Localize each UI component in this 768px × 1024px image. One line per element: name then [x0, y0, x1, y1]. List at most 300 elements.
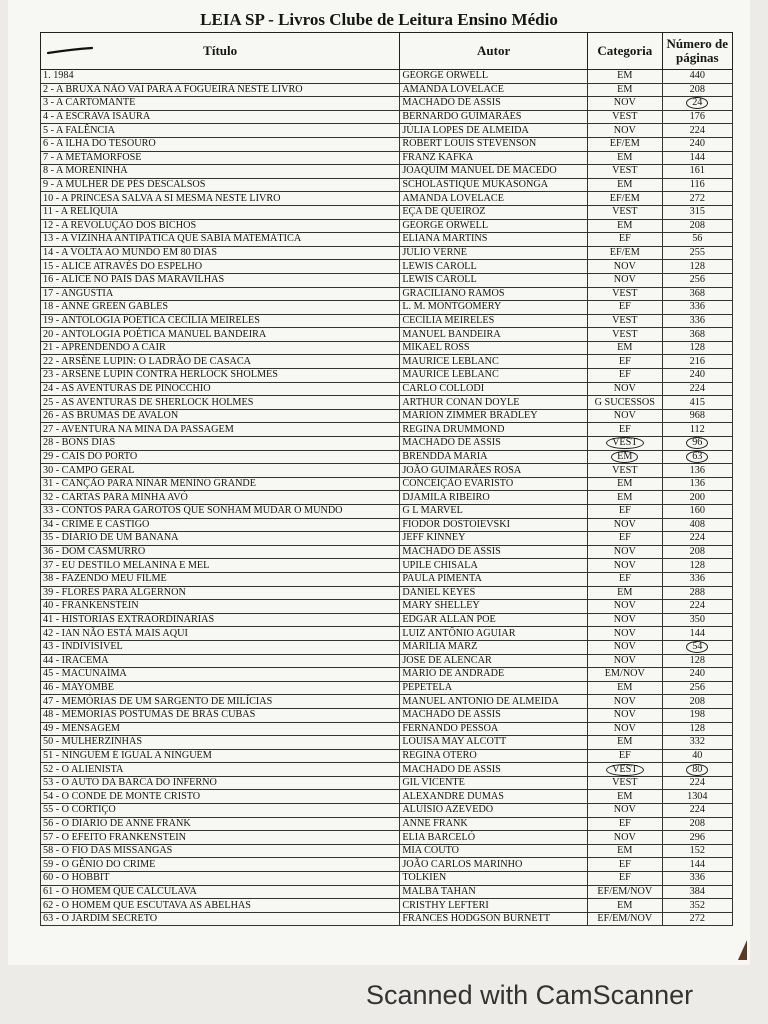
cell-titulo: 35 - DIÁRIO DE UM BANANA	[41, 532, 400, 546]
table-row	[41, 369, 733, 383]
cell-autor: MANUEL ANTONIO DE ALMEIDA	[400, 695, 588, 709]
table-row	[41, 219, 733, 233]
cell-autor: LEWIS CAROLL	[400, 273, 588, 287]
cell-titulo: 28 - BONS DIAS	[41, 437, 400, 451]
cell-autor: CRISTHY LEFTERI	[400, 899, 588, 913]
cell-categoria: G SUCESSOS	[587, 396, 662, 410]
cell-paginas: 144	[662, 858, 732, 872]
cell-categoria: NOV	[587, 695, 662, 709]
cell-autor: JOÃO CARLOS MARINHO	[400, 858, 588, 872]
cell-titulo: 54 - O CONDE DE MONTE CRISTO	[41, 790, 400, 804]
cell-autor: JEFF KINNEY	[400, 532, 588, 546]
table-row	[41, 804, 733, 818]
cell-titulo: 23 - ARSÈNE LUPIN CONTRA HERLOCK SHOLMES	[41, 369, 400, 383]
cell-categoria: NOV	[587, 124, 662, 138]
cell-categoria: NOV	[587, 382, 662, 396]
cell-categoria: VEST	[587, 110, 662, 124]
cell-paginas: 336	[662, 572, 732, 586]
cell-paginas: 296	[662, 831, 732, 845]
table-row	[41, 912, 733, 926]
table-row	[41, 70, 733, 84]
circled-value: 63	[686, 451, 708, 463]
table-row	[41, 178, 733, 192]
cell-titulo: 15 - ALICE ATRAVÉS DO ESPELHO	[41, 260, 400, 274]
cell-paginas: 112	[662, 423, 732, 437]
cell-categoria: NOV	[587, 409, 662, 423]
cell-titulo: 51 - NINGUÉM É IGUAL A NINGUÉM	[41, 749, 400, 763]
cell-categoria: EM	[587, 491, 662, 505]
cell-titulo: 13 - A VIZINHA ANTIPÁTICA QUE SABIA MATEMÁTICA	[41, 233, 400, 247]
cell-paginas: 336	[662, 314, 732, 328]
cell-titulo: 55 - O CORTIÇO	[41, 804, 400, 818]
cell-titulo: 12 - A REVOLUÇÃO DOS BICHOS	[41, 219, 400, 233]
cell-autor: MACHADO DE ASSIS	[400, 437, 588, 451]
cell-titulo: 49 - MENSAGEM	[41, 722, 400, 736]
cell-titulo: 60 - O HOBBIT	[41, 872, 400, 886]
cell-categoria: VEST	[587, 287, 662, 301]
cell-paginas	[662, 437, 732, 451]
cell-categoria: NOV	[587, 518, 662, 532]
cell-titulo: 37 - EU DESTILO MELANINA E MEL	[41, 559, 400, 573]
cell-categoria: VEST	[587, 165, 662, 179]
cell-paginas: 161	[662, 165, 732, 179]
cell-paginas	[662, 97, 732, 111]
cell-paginas: 128	[662, 341, 732, 355]
cell-categoria: EM	[587, 83, 662, 97]
cell-paginas: 152	[662, 844, 732, 858]
cell-categoria: NOV	[587, 559, 662, 573]
cell-paginas: 415	[662, 396, 732, 410]
cell-paginas	[662, 763, 732, 777]
cell-autor: MANUEL BANDEIRA	[400, 328, 588, 342]
cell-titulo: 30 - CAMPO GERAL	[41, 464, 400, 478]
cell-paginas: 198	[662, 708, 732, 722]
cell-titulo: 3 - A CARTOMANTE	[41, 97, 400, 111]
cell-autor: AMANDA LOVELACE	[400, 83, 588, 97]
cell-paginas: 160	[662, 505, 732, 519]
cell-titulo: 31 - CANÇÃO PARA NINAR MENINO GRANDE	[41, 477, 400, 491]
cell-paginas: 368	[662, 328, 732, 342]
cell-titulo: 46 - MAYOMBE	[41, 681, 400, 695]
cell-titulo: 52 - O ALIENISTA	[41, 763, 400, 777]
cell-paginas: 968	[662, 409, 732, 423]
table-row	[41, 341, 733, 355]
cell-titulo: 22 - ARSÈNE LUPIN: O LADRÃO DE CASACA	[41, 355, 400, 369]
cell-autor: JÚLIO VERNE	[400, 246, 588, 260]
cell-titulo: 11 - A RELÍQUIA	[41, 205, 400, 219]
cell-autor: LUIZ ANTÔNIO AGUIAR	[400, 627, 588, 641]
cell-paginas: 116	[662, 178, 732, 192]
cell-paginas: 144	[662, 151, 732, 165]
cell-autor: GEORGE ORWELL	[400, 70, 588, 84]
table-row	[41, 831, 733, 845]
table-row	[41, 151, 733, 165]
cell-autor: JÚLIA LOPES DE ALMEIDA	[400, 124, 588, 138]
cell-titulo: 34 - CRIME E CASTIGO	[41, 518, 400, 532]
cell-categoria	[587, 763, 662, 777]
scanned-page	[8, 0, 750, 965]
circled-value: EM	[611, 451, 638, 463]
cell-autor: GEORGE ORWELL	[400, 219, 588, 233]
cell-autor: JOAQUIM MANUEL DE MACEDO	[400, 165, 588, 179]
cell-categoria: NOV	[587, 273, 662, 287]
cell-paginas: 208	[662, 83, 732, 97]
table-row	[41, 464, 733, 478]
table-row	[41, 627, 733, 641]
cell-titulo: 36 - DOM CASMURRO	[41, 545, 400, 559]
cell-titulo: 40 - FRANKENSTEIN	[41, 600, 400, 614]
cell-autor: ALUÍSIO AZEVEDO	[400, 804, 588, 818]
cell-autor: EDGAR ALLAN POE	[400, 613, 588, 627]
cell-autor: MACHADO DE ASSIS	[400, 708, 588, 722]
table-row	[41, 137, 733, 151]
cell-categoria: EF	[587, 505, 662, 519]
cell-titulo: 29 - CAIS DO PORTO	[41, 450, 400, 464]
cell-paginas: 272	[662, 192, 732, 206]
table-row	[41, 491, 733, 505]
cell-categoria: EM/NOV	[587, 668, 662, 682]
cell-categoria: EF/EM/NOV	[587, 912, 662, 926]
table-row	[41, 899, 733, 913]
table-row	[41, 518, 733, 532]
cell-titulo: 7 - A METAMORFOSE	[41, 151, 400, 165]
cell-paginas: 408	[662, 518, 732, 532]
corner-mark	[738, 940, 748, 960]
cell-titulo: 38 - FAZENDO MEU FILME	[41, 572, 400, 586]
cell-paginas: 144	[662, 627, 732, 641]
cell-autor: L. M. MONTGOMERY	[400, 301, 588, 315]
camscanner-watermark: Scanned with CamScanner	[366, 980, 694, 1010]
cell-autor: DJAMILA RIBEIRO	[400, 491, 588, 505]
cell-autor: ALEXANDRE DUMAS	[400, 790, 588, 804]
document-title: LEIA SP - Livros Clube de Leitura Ensino Médio	[200, 10, 558, 29]
table-row	[41, 586, 733, 600]
table-row	[41, 192, 733, 206]
table-row	[41, 246, 733, 260]
cell-categoria: EF	[587, 301, 662, 315]
cell-paginas: 224	[662, 804, 732, 818]
cell-paginas: 240	[662, 137, 732, 151]
cell-titulo: 56 - O DIÁRIO DE ANNE FRANK	[41, 817, 400, 831]
cell-paginas: 440	[662, 70, 732, 84]
cell-paginas: 128	[662, 260, 732, 274]
cell-titulo: 53 - O AUTO DA BARCA DO INFERNO	[41, 776, 400, 790]
cell-autor: MIA COUTO	[400, 844, 588, 858]
table-row	[41, 763, 733, 777]
cell-categoria: EF/EM	[587, 246, 662, 260]
cell-autor: AMANDA LOVELACE	[400, 192, 588, 206]
cell-categoria: VEST	[587, 776, 662, 790]
table-row	[41, 314, 733, 328]
cell-paginas: 56	[662, 233, 732, 247]
cell-paginas: 208	[662, 219, 732, 233]
cell-titulo: 25 - AS AVENTURAS DE SHERLOCK HOLMES	[41, 396, 400, 410]
cell-paginas: 128	[662, 559, 732, 573]
cell-paginas: 240	[662, 369, 732, 383]
cell-paginas: 136	[662, 464, 732, 478]
cell-titulo: 19 - ANTOLOGIA POÉTICA CECÍLIA MEIRELES	[41, 314, 400, 328]
cell-autor: SCHOLASTIQUE MUKASONGA	[400, 178, 588, 192]
cell-categoria: VEST	[587, 205, 662, 219]
cell-categoria: EM	[587, 736, 662, 750]
cell-paginas: 128	[662, 654, 732, 668]
cell-titulo: 59 - O GÊNIO DO CRIME	[41, 858, 400, 872]
cell-titulo: 48 - MEMÓRIAS PÓSTUMAS DE BRÁS CUBAS	[41, 708, 400, 722]
cell-paginas	[662, 640, 732, 654]
header-paginas: Número de páginas	[662, 33, 732, 70]
circled-value: 96	[686, 437, 708, 449]
cell-autor: REGINA DRUMMOND	[400, 423, 588, 437]
cell-autor: MACHADO DE ASSIS	[400, 545, 588, 559]
cell-categoria: EM	[587, 219, 662, 233]
cell-categoria: EF/EM	[587, 192, 662, 206]
cell-autor: GRACILIANO RAMOS	[400, 287, 588, 301]
cell-paginas: 200	[662, 491, 732, 505]
cell-autor: UPILE CHISALA	[400, 559, 588, 573]
cell-autor: ELIA BARCELÓ	[400, 831, 588, 845]
cell-categoria: NOV	[587, 654, 662, 668]
table-row	[41, 600, 733, 614]
table-row	[41, 233, 733, 247]
cell-titulo: 24 - AS AVENTURAS DE PINOCCHIO	[41, 382, 400, 396]
cell-categoria: EF	[587, 355, 662, 369]
cell-autor: MARY SHELLEY	[400, 600, 588, 614]
table-row	[41, 640, 733, 654]
cell-titulo: 41 - HISTÓRIAS EXTRAORDINARIAS	[41, 613, 400, 627]
circled-value: 80	[686, 764, 708, 776]
table-row	[41, 450, 733, 464]
cell-titulo: 58 - O FIO DAS MISSANGAS	[41, 844, 400, 858]
cell-paginas: 208	[662, 545, 732, 559]
cell-categoria	[587, 450, 662, 464]
cell-paginas: 176	[662, 110, 732, 124]
cell-categoria: EM	[587, 899, 662, 913]
cell-paginas: 208	[662, 817, 732, 831]
table-row	[41, 654, 733, 668]
cell-autor: PEPETELA	[400, 681, 588, 695]
header-titulo: Título	[41, 33, 400, 70]
cell-titulo: 4 - A ESCRAVA ISAURA	[41, 110, 400, 124]
cell-paginas: 208	[662, 695, 732, 709]
cell-categoria: EM	[587, 681, 662, 695]
cell-titulo: 18 - ANNE GREEN GABLES	[41, 301, 400, 315]
cell-autor: MAURICE LEBLANC	[400, 355, 588, 369]
cell-paginas	[662, 450, 732, 464]
circled-value: 24	[686, 97, 708, 109]
table-row	[41, 355, 733, 369]
cell-categoria: EM	[587, 341, 662, 355]
cell-paginas: 1304	[662, 790, 732, 804]
table-row	[41, 287, 733, 301]
cell-categoria: NOV	[587, 600, 662, 614]
table-row	[41, 409, 733, 423]
cell-autor: MACHADO DE ASSIS	[400, 763, 588, 777]
cell-titulo: 62 - O HOMEM QUE ESCUTAVA AS ABELHAS	[41, 899, 400, 913]
cell-autor: ARTHUR CONAN DOYLE	[400, 396, 588, 410]
cell-titulo: 9 - A MULHER DE PÉS DESCALSOS	[41, 178, 400, 192]
cell-categoria: EM	[587, 70, 662, 84]
table-row	[41, 722, 733, 736]
table-row	[41, 110, 733, 124]
cell-paginas: 240	[662, 668, 732, 682]
table-row	[41, 83, 733, 97]
cell-paginas: 352	[662, 899, 732, 913]
cell-categoria: VEST	[587, 314, 662, 328]
cell-autor: FERNANDO PESSOA	[400, 722, 588, 736]
cell-categoria: EM	[587, 477, 662, 491]
table-row	[41, 749, 733, 763]
cell-paginas: 224	[662, 776, 732, 790]
table-row	[41, 423, 733, 437]
cell-paginas: 288	[662, 586, 732, 600]
cell-autor: BERNARDO GUIMARÃES	[400, 110, 588, 124]
cell-paginas: 216	[662, 355, 732, 369]
cell-paginas: 315	[662, 205, 732, 219]
table-row	[41, 695, 733, 709]
cell-categoria: EF/EM	[587, 137, 662, 151]
cell-titulo: 14 - A VOLTA AO MUNDO EM 80 DIAS	[41, 246, 400, 260]
cell-autor: JOÃO GUIMARÃES ROSA	[400, 464, 588, 478]
cell-titulo: 33 - CONTOS PARA GAROTOS QUE SONHAM MUDAR O MUNDO	[41, 505, 400, 519]
cell-categoria: VEST	[587, 328, 662, 342]
cell-paginas: 136	[662, 477, 732, 491]
table-row	[41, 382, 733, 396]
cell-autor: TOLKIEN	[400, 872, 588, 886]
books-table	[40, 32, 733, 926]
table-row	[41, 532, 733, 546]
cell-categoria	[587, 437, 662, 451]
table-row	[41, 328, 733, 342]
cell-categoria: NOV	[587, 831, 662, 845]
table-row	[41, 776, 733, 790]
header-autor: Autor	[400, 33, 588, 70]
cell-autor: CARLO COLLODI	[400, 382, 588, 396]
cell-titulo: 39 - FLORES PARA ALGERNON	[41, 586, 400, 600]
cell-titulo: 42 - IAN NÃO ESTÁ MAIS AQUI	[41, 627, 400, 641]
cell-titulo: 17 - ANGÚSTIA	[41, 287, 400, 301]
cell-categoria: EM	[587, 151, 662, 165]
cell-categoria: NOV	[587, 545, 662, 559]
cell-autor: MARION ZIMMER BRADLEY	[400, 409, 588, 423]
cell-autor: G L MARVEL	[400, 505, 588, 519]
cell-autor: DANIEL KEYES	[400, 586, 588, 600]
cell-titulo: 45 - MACUNAÍMA	[41, 668, 400, 682]
table-row	[41, 872, 733, 886]
table-row	[41, 205, 733, 219]
header-categoria: Categoria	[587, 33, 662, 70]
cell-titulo: 44 - IRACEMA	[41, 654, 400, 668]
cell-categoria: EF	[587, 369, 662, 383]
cell-paginas: 256	[662, 273, 732, 287]
cell-titulo: 57 - O EFEITO FRANKENSTEIN	[41, 831, 400, 845]
cell-titulo: 10 - A PRINCESA SALVA A SI MESMA NESTE LIVRO	[41, 192, 400, 206]
cell-paginas: 224	[662, 382, 732, 396]
table-row	[41, 97, 733, 111]
cell-categoria: VEST	[587, 464, 662, 478]
cell-autor: CECÍLIA MEIRELES	[400, 314, 588, 328]
cell-autor: MAURICE LEBLANC	[400, 369, 588, 383]
cell-titulo: 26 - AS BRUMAS DE AVALON	[41, 409, 400, 423]
cell-categoria: EF	[587, 817, 662, 831]
table-row	[41, 817, 733, 831]
table-row	[41, 668, 733, 682]
cell-autor: LEWIS CAROLL	[400, 260, 588, 274]
cell-paginas: 336	[662, 872, 732, 886]
cell-autor: ELIANA MARTINS	[400, 233, 588, 247]
cell-categoria: EM	[587, 586, 662, 600]
cell-titulo: 2 - A BRUXA NÃO VAI PARA A FOGUEIRA NESTE LIVRO	[41, 83, 400, 97]
cell-titulo: 61 - O HOMEM QUE CALCULAVA	[41, 885, 400, 899]
cell-categoria: EF	[587, 749, 662, 763]
cell-titulo: 21 - APRENDENDO A CAIR	[41, 341, 400, 355]
cell-autor: CONCEIÇÃO EVARISTO	[400, 477, 588, 491]
cell-categoria: EF	[587, 572, 662, 586]
cell-categoria: EF	[587, 532, 662, 546]
cell-autor: MACHADO DE ASSIS	[400, 97, 588, 111]
cell-categoria: EM	[587, 178, 662, 192]
table-row	[41, 559, 733, 573]
table-row	[41, 613, 733, 627]
cell-paginas: 224	[662, 124, 732, 138]
table-row	[41, 858, 733, 872]
cell-titulo: 8 - A MORENINHA	[41, 165, 400, 179]
cell-categoria: NOV	[587, 260, 662, 274]
cell-paginas: 224	[662, 600, 732, 614]
cell-autor: PAULA PIMENTA	[400, 572, 588, 586]
cell-autor: EÇA DE QUEIROZ	[400, 205, 588, 219]
cell-paginas: 255	[662, 246, 732, 260]
table-row	[41, 260, 733, 274]
cell-paginas: 272	[662, 912, 732, 926]
cell-categoria: EF	[587, 233, 662, 247]
table-row	[41, 437, 733, 451]
cell-paginas: 256	[662, 681, 732, 695]
table-row	[41, 505, 733, 519]
cell-autor: LOUISA MAY ALCOTT	[400, 736, 588, 750]
cell-paginas: 40	[662, 749, 732, 763]
table-row	[41, 124, 733, 138]
cell-autor: MÁRIO DE ANDRADE	[400, 668, 588, 682]
cell-autor: ROBERT LOUIS STEVENSON	[400, 137, 588, 151]
table-row	[41, 708, 733, 722]
table-row	[41, 545, 733, 559]
cell-autor: FRANZ KAFKA	[400, 151, 588, 165]
circled-value: VEST	[606, 764, 643, 776]
table-row	[41, 681, 733, 695]
cell-titulo: 47 - MEMÓRIAS DE UM SARGENTO DE MILÍCIAS	[41, 695, 400, 709]
cell-categoria: NOV	[587, 613, 662, 627]
cell-autor: FRANCES HODGSON BURNETT	[400, 912, 588, 926]
cell-categoria: NOV	[587, 708, 662, 722]
cell-titulo: 6 - A ILHA DO TESOURO	[41, 137, 400, 151]
table-row	[41, 477, 733, 491]
cell-titulo: 32 - CARTAS PARA MINHA AVÓ	[41, 491, 400, 505]
cell-titulo: 1. 1984	[41, 70, 400, 84]
cell-categoria: EF	[587, 423, 662, 437]
cell-paginas: 128	[662, 722, 732, 736]
cell-autor: JOSÉ DE ALENCAR	[400, 654, 588, 668]
cell-paginas: 350	[662, 613, 732, 627]
cell-autor: REGINA OTERO	[400, 749, 588, 763]
table-row	[41, 273, 733, 287]
table-row	[41, 301, 733, 315]
cell-paginas: 336	[662, 301, 732, 315]
cell-categoria: NOV	[587, 97, 662, 111]
cell-categoria: EM	[587, 790, 662, 804]
table-row	[41, 844, 733, 858]
table-row	[41, 396, 733, 410]
cell-categoria: NOV	[587, 722, 662, 736]
